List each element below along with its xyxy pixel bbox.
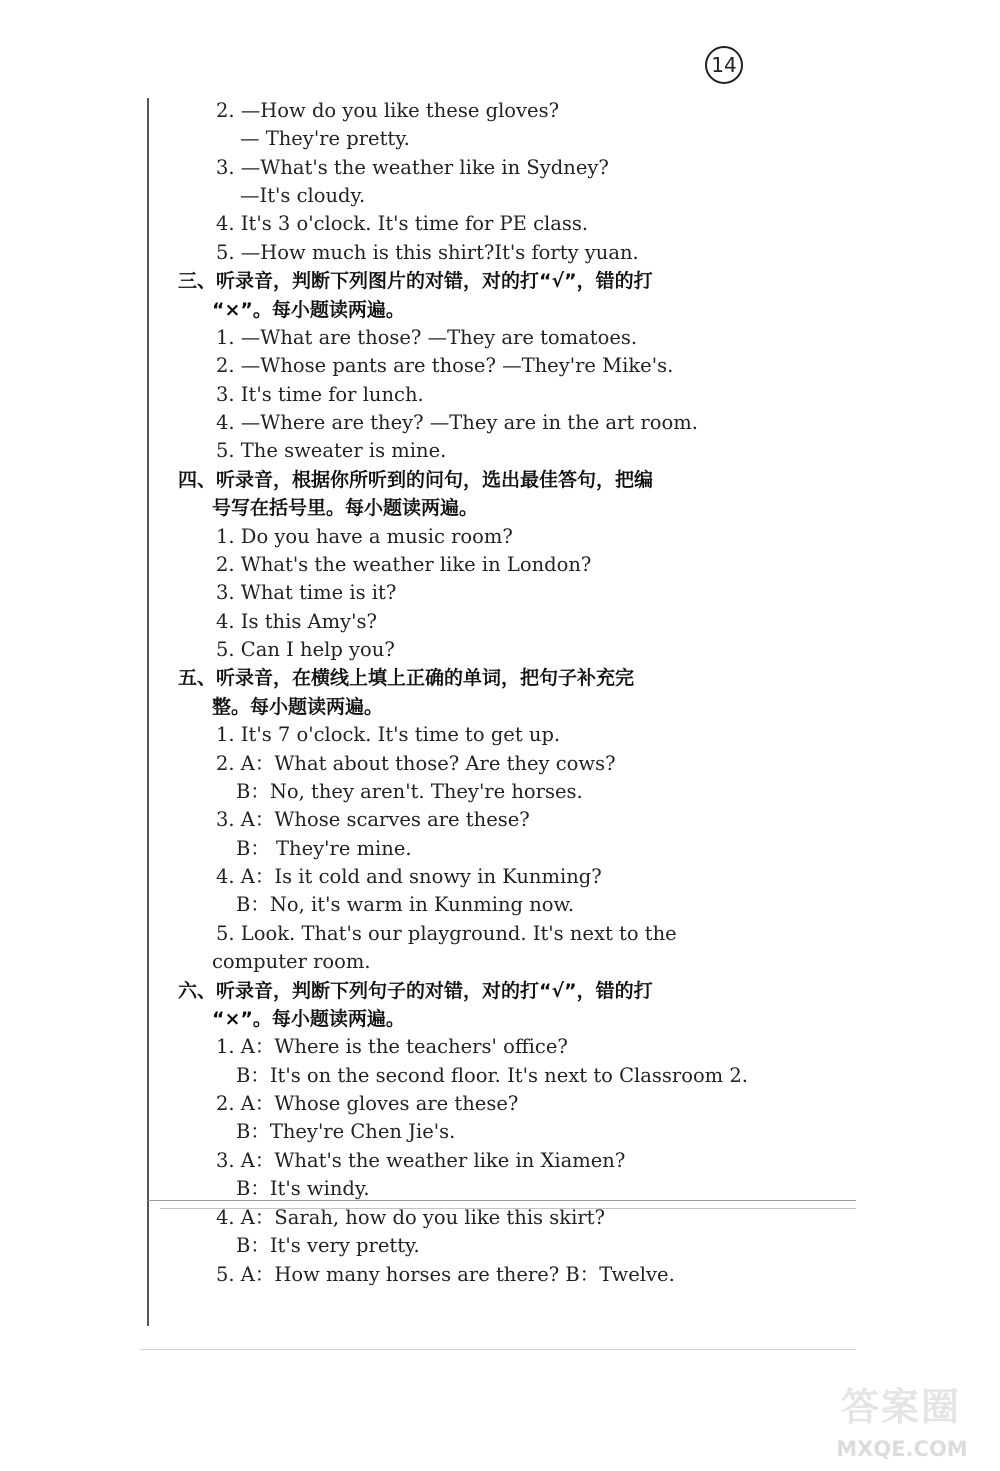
transcript-line: 2. A：Whose gloves are these? [216,1092,519,1115]
section-heading: “×”。每小题读两遍。 [212,1008,405,1030]
page-number-badge: 14 [705,46,743,84]
section-heading: 四、听录音，根据你所听到的问句，选出最佳答句，把编 [178,469,654,491]
section-heading: “×”。每小题读两遍。 [212,299,405,321]
transcript-line: 3. A：What's the weather like in Xiamen? [216,1149,626,1172]
transcript-line: 1. —What are those? —They are tomatoes. [216,326,638,349]
section-heading: 五、听录音，在横线上填上正确的单词，把句子补充完 [178,667,635,689]
transcript-line: —It's cloudy. [240,184,366,207]
transcript-line: 2. —How do you like these gloves? [216,99,560,122]
bottom-divider-line [140,1349,856,1350]
transcript-line: 5. Can I help you? [216,638,395,661]
margin-rule [147,98,149,1326]
section-heading: 整。每小题读两遍。 [212,696,384,718]
watermark-url: MXQE.COM [836,1437,968,1461]
transcript-line: B：No, it's warm in Kunming now. [236,893,575,916]
transcript-line: 5. —How much is this shirt?It's forty yuan. [216,241,639,264]
section-heading: 六、听录音，判断下列句子的对错，对的打“√”，错的打 [178,980,653,1002]
transcript-line: B：No, they aren't. They're horses. [236,780,583,803]
transcript-line: 3. A：Whose scarves are these? [216,808,530,831]
watermark-logo: 答案圈 [840,1385,961,1429]
transcript-line: 3. —What's the weather like in Sydney? [216,156,609,179]
transcript-line: 5. Look. That's our playground. It's next to the [216,922,677,945]
transcript-line: 2. A：What about those? Are they cows? [216,752,616,775]
transcript-line: 5. A：How many horses are there? B：Twelve. [216,1263,675,1286]
section-heading: 三、听录音，判断下列图片的对错，对的打“√”，错的打 [178,270,653,292]
transcript-line: B：It's on the second floor. It's next to Classroom 2. [236,1064,748,1087]
transcript-line: B：They're Chen Jie's. [236,1120,456,1143]
transcript-line: computer room. [212,950,371,973]
transcript-line: 4. A：Is it cold and snowy in Kunming? [216,865,602,888]
transcript-line: 1. It's 7 o'clock. It's time to get up. [216,723,561,746]
transcript-line: 4. Is this Amy's? [216,610,377,633]
transcript-line: 3. What time is it? [216,581,397,604]
transcript-line: B：It's windy. [236,1177,370,1200]
transcript-line: 2. What's the weather like in London? [216,553,592,576]
transcript-line: B：It's very pretty. [236,1234,420,1257]
transcript-line: 4. It's 3 o'clock. It's time for PE class. [216,212,589,235]
section-heading: 号写在括号里。每小题读两遍。 [212,497,479,519]
transcript-line: 1. Do you have a music room? [216,525,513,548]
transcript-line: 4. —Where are they? —They are in the art room. [216,411,698,434]
transcript-line: B： They're mine. [236,837,412,860]
transcript-line: 1. A：Where is the teachers' office? [216,1035,568,1058]
transcript-line: — They're pretty. [240,127,410,150]
transcript-line: 2. —Whose pants are those? —They're Mike's. [216,354,674,377]
transcript-line: 3. It's time for lunch. [216,383,424,406]
transcript-line: 4. A：Sarah, how do you like this skirt? [216,1206,605,1229]
transcript-line: 5. The sweater is mine. [216,439,447,462]
